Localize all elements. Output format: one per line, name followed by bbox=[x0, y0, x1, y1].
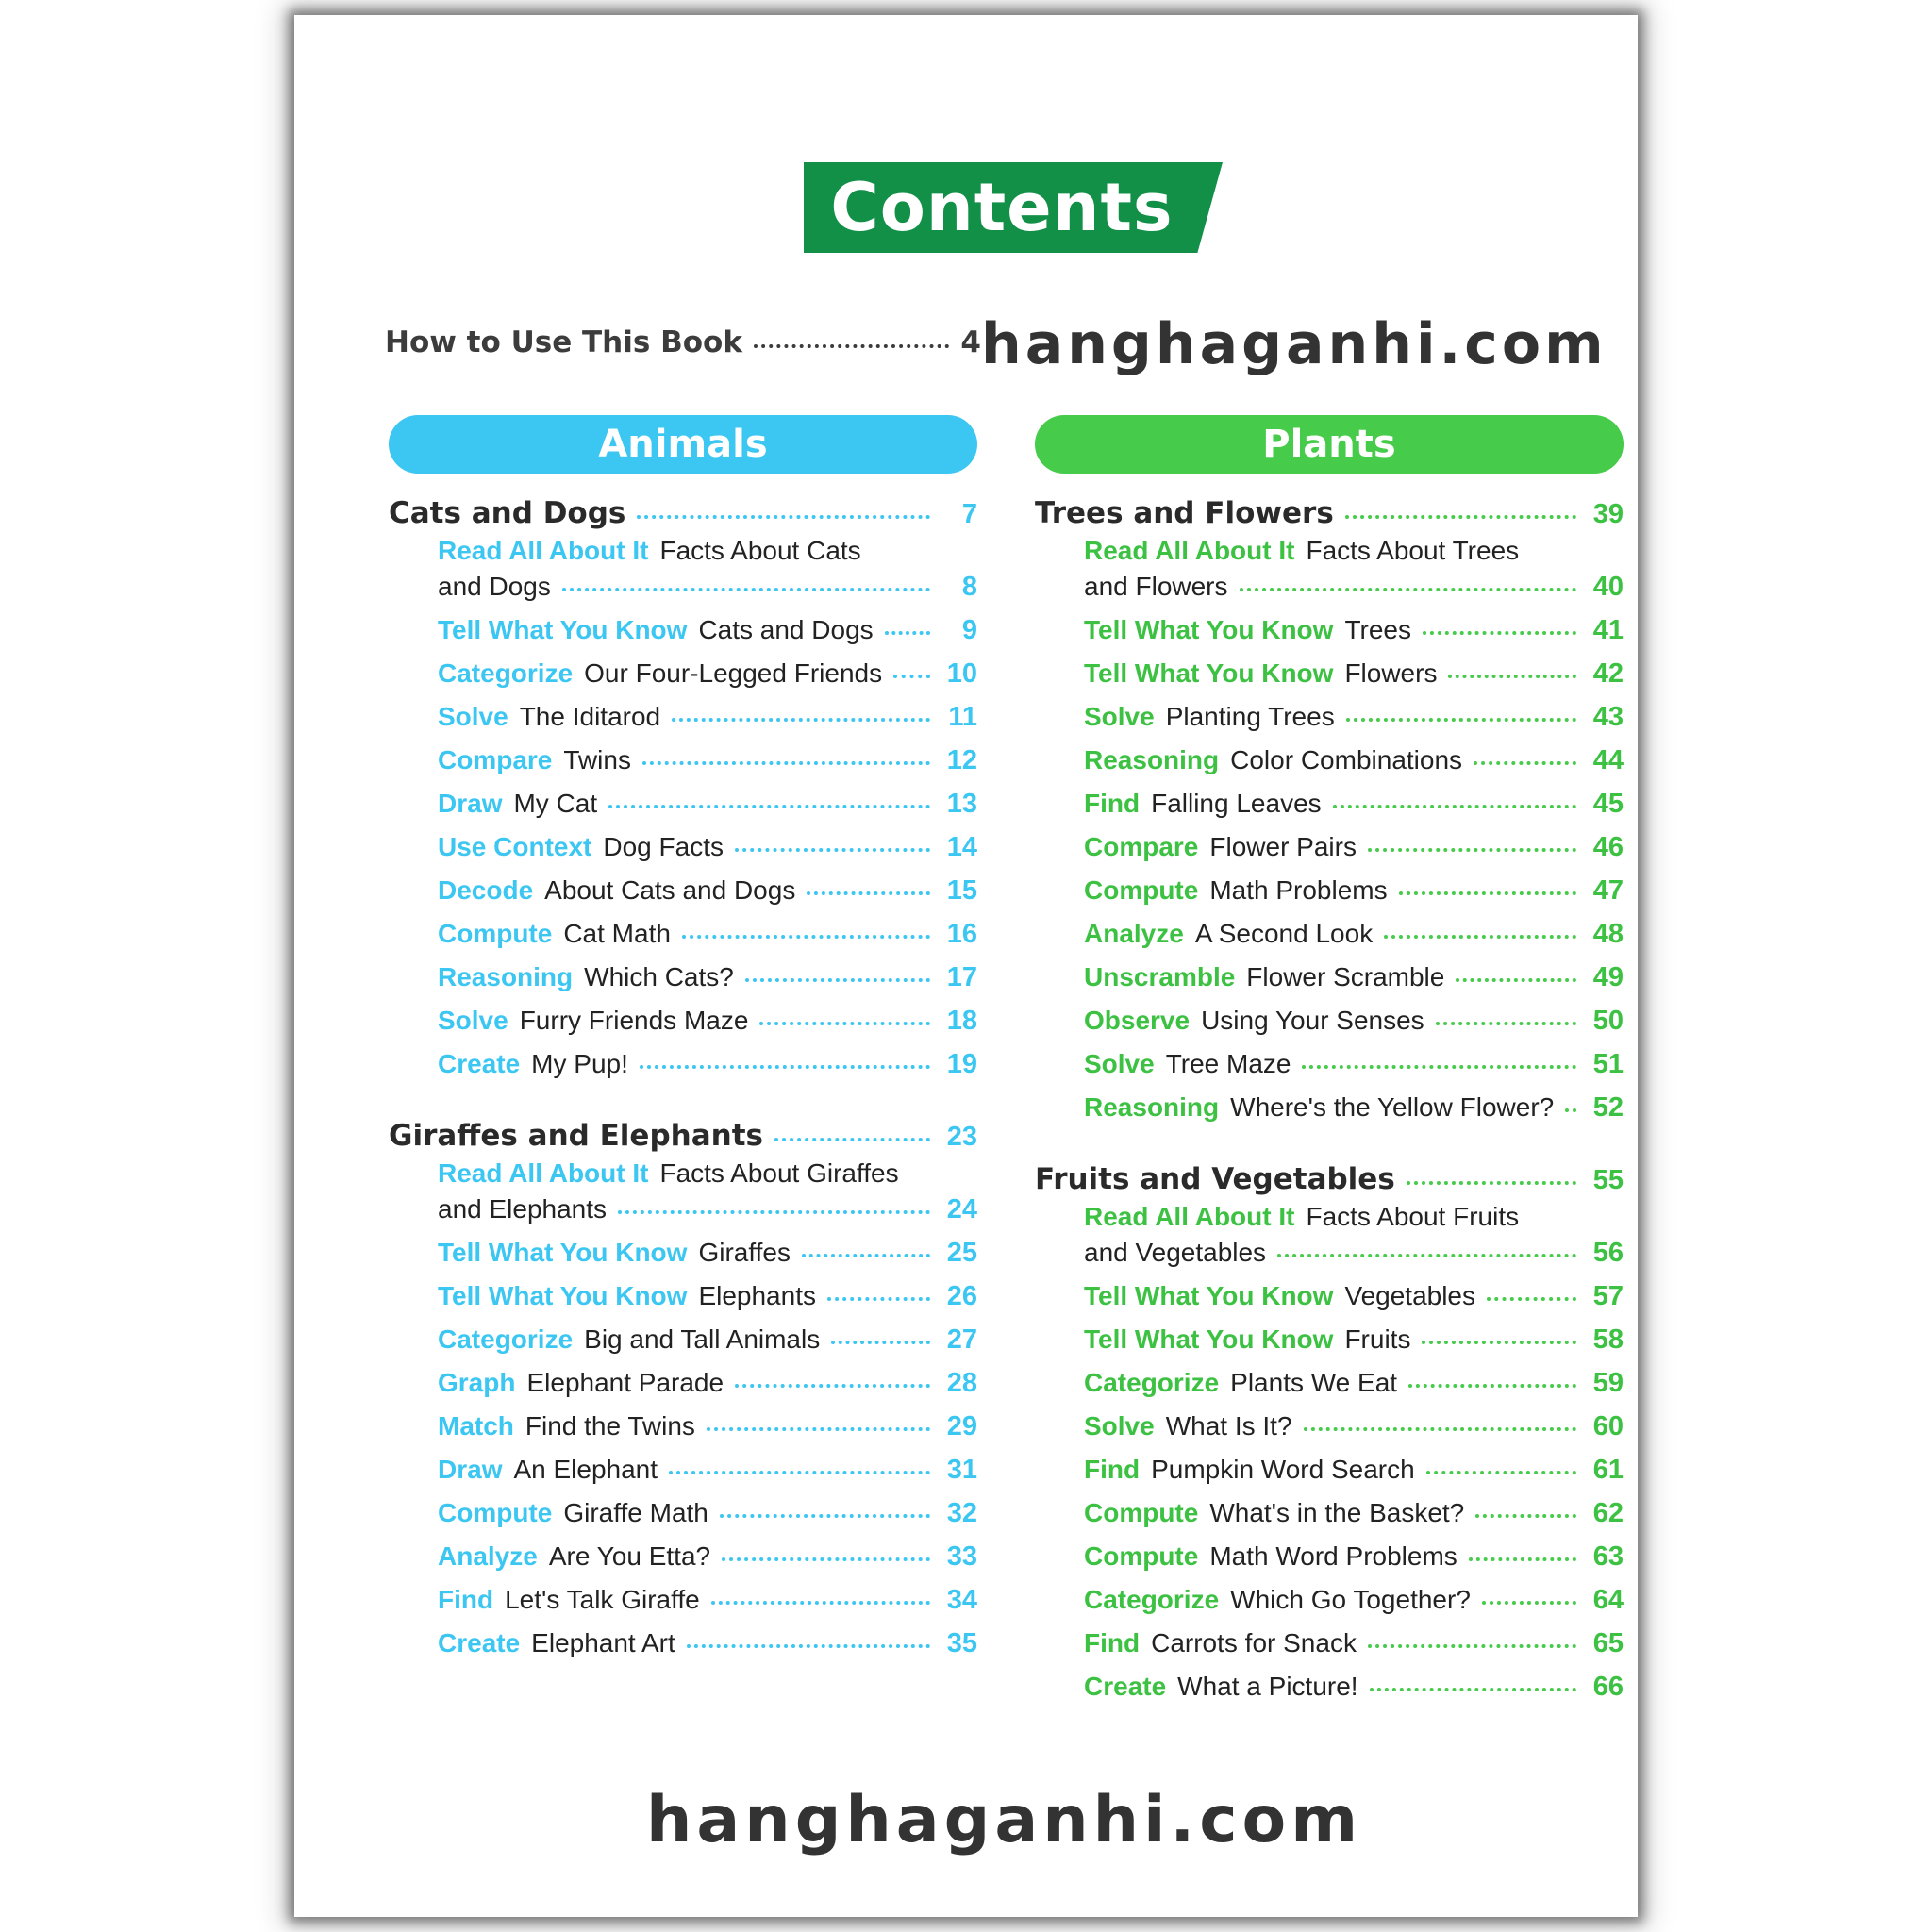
skill-label: Tell What You Know bbox=[1084, 1324, 1334, 1354]
toc-entry bbox=[438, 1158, 977, 1238]
page-number: 27 bbox=[946, 1324, 977, 1355]
page-number: 16 bbox=[946, 919, 977, 949]
leader-dots bbox=[642, 756, 930, 765]
leader-dots bbox=[722, 1552, 930, 1561]
entry-title: Dog Facts bbox=[603, 832, 724, 861]
page-number: 59 bbox=[1592, 1368, 1624, 1398]
toc-entry bbox=[438, 1455, 977, 1498]
entry-title: Elephant Parade bbox=[526, 1368, 724, 1397]
toc-entry bbox=[1084, 919, 1624, 962]
leader-dots bbox=[1474, 756, 1576, 765]
toc-entry bbox=[1084, 745, 1624, 789]
how-to-use-row bbox=[385, 325, 981, 367]
page-number: 33 bbox=[946, 1541, 977, 1572]
leader-dots bbox=[711, 1595, 930, 1605]
entry-title: Color Combinations bbox=[1230, 745, 1463, 774]
leader-dots bbox=[1407, 1175, 1576, 1185]
skill-label: Reasoning bbox=[438, 962, 574, 991]
entry-title: Which Go Together? bbox=[1230, 1585, 1471, 1614]
leader-dots bbox=[720, 1508, 930, 1518]
page-number: 66 bbox=[1592, 1672, 1624, 1702]
topic-giraffes-elephants bbox=[389, 1119, 977, 1158]
leader-dots bbox=[682, 929, 930, 939]
leader-dots bbox=[608, 799, 930, 808]
entry-title: Elephant Art bbox=[531, 1628, 675, 1657]
entry-title: The Iditarod bbox=[519, 702, 661, 731]
page-number: 47 bbox=[1592, 875, 1624, 906]
leader-dots bbox=[1436, 1016, 1576, 1025]
page-number: 46 bbox=[1592, 832, 1624, 862]
page-number: 9 bbox=[961, 615, 977, 645]
toc-entry bbox=[438, 875, 977, 919]
page-number: 24 bbox=[946, 1194, 977, 1224]
page-number: 35 bbox=[946, 1628, 977, 1658]
leader-dots bbox=[745, 973, 930, 982]
page-number: 63 bbox=[1592, 1541, 1624, 1572]
entry-title: Which Cats? bbox=[584, 962, 734, 991]
skill-label: Reasoning bbox=[1084, 1092, 1220, 1122]
toc-entry bbox=[438, 1281, 977, 1324]
entry-title: Facts About Trees bbox=[1306, 536, 1520, 565]
toc-entry bbox=[438, 962, 977, 1006]
page-number: 41 bbox=[1592, 615, 1624, 645]
leader-dots bbox=[1302, 1059, 1576, 1069]
toc-entry bbox=[1084, 615, 1624, 658]
entry-title: A Second Look bbox=[1194, 919, 1374, 948]
skill-label: Compute bbox=[1084, 875, 1199, 905]
toc-entry bbox=[1084, 1628, 1624, 1672]
toc-entry bbox=[438, 658, 977, 702]
plants-column bbox=[1035, 415, 1624, 1715]
toc-entry bbox=[1084, 832, 1624, 875]
leader-dots bbox=[735, 842, 930, 852]
skill-label: Read All About It bbox=[1084, 536, 1295, 565]
entry-title: What a Picture! bbox=[1177, 1672, 1358, 1701]
skill-label: Compute bbox=[1084, 1498, 1199, 1527]
skill-label: Categorize bbox=[438, 1324, 574, 1354]
toc-entry bbox=[438, 1498, 977, 1541]
entry-title: Flowers bbox=[1344, 658, 1438, 688]
page-number: 55 bbox=[1592, 1165, 1624, 1195]
page-number: 23 bbox=[946, 1122, 977, 1152]
skill-label: Analyze bbox=[438, 1541, 538, 1571]
skill-label: Solve bbox=[1084, 1411, 1155, 1441]
skill-label: Categorize bbox=[1084, 1585, 1220, 1614]
entry-title-cont: and Dogs bbox=[438, 572, 551, 601]
skill-label: Solve bbox=[1084, 702, 1155, 731]
entry-title: Cats and Dogs bbox=[698, 615, 874, 644]
toc-entry bbox=[1084, 1498, 1624, 1541]
leader-dots bbox=[640, 1059, 930, 1069]
entry-title: Giraffes bbox=[698, 1238, 791, 1267]
page-number: 58 bbox=[1592, 1324, 1624, 1355]
page-number: 8 bbox=[961, 572, 977, 602]
entry-title: Facts About Cats bbox=[659, 536, 861, 565]
skill-label: Categorize bbox=[438, 658, 574, 688]
toc-entry bbox=[438, 745, 977, 789]
leader-dots bbox=[1475, 1508, 1576, 1518]
entry-title: Falling Leaves bbox=[1151, 789, 1322, 818]
leader-dots bbox=[1565, 1103, 1576, 1112]
skill-label: Graph bbox=[438, 1368, 516, 1397]
leader-dots bbox=[672, 712, 930, 722]
page-number: 28 bbox=[946, 1368, 977, 1398]
toc-entry bbox=[438, 1324, 977, 1368]
toc-entry bbox=[1084, 1541, 1624, 1585]
entry-title: Where's the Yellow Flower? bbox=[1230, 1092, 1555, 1122]
skill-label: Read All About It bbox=[438, 1158, 649, 1188]
skill-label: Decode bbox=[438, 875, 534, 905]
toc-entry bbox=[1084, 789, 1624, 832]
leader-dots bbox=[1469, 1552, 1576, 1561]
page-number: 25 bbox=[946, 1238, 977, 1268]
page-number: 19 bbox=[946, 1049, 977, 1079]
page-number: 64 bbox=[1592, 1585, 1624, 1615]
skill-label: Draw bbox=[438, 789, 503, 818]
entry-title: Math Problems bbox=[1209, 875, 1388, 905]
toc-entry bbox=[438, 1049, 977, 1092]
page-number: 18 bbox=[946, 1006, 977, 1036]
entry-title: Flower Pairs bbox=[1209, 832, 1357, 861]
skill-label: Categorize bbox=[1084, 1368, 1220, 1397]
page-number: 10 bbox=[946, 658, 977, 689]
skill-label: Compute bbox=[1084, 1541, 1199, 1571]
toc-entry bbox=[438, 1541, 977, 1585]
leader-dots bbox=[1304, 1422, 1576, 1431]
leader-dots bbox=[774, 1132, 930, 1141]
page-number: 15 bbox=[946, 875, 977, 906]
entry-title: An Elephant bbox=[513, 1455, 658, 1484]
page-number: 39 bbox=[1592, 499, 1624, 529]
leader-dots bbox=[1456, 973, 1576, 982]
entry-title: Our Four-Legged Friends bbox=[584, 658, 883, 688]
skill-label: Solve bbox=[1084, 1049, 1155, 1078]
leader-dots bbox=[807, 886, 930, 895]
page-number: 65 bbox=[1592, 1628, 1624, 1658]
entry-title: What Is It? bbox=[1165, 1411, 1292, 1441]
entry-title-cont: and Vegetables bbox=[1084, 1238, 1267, 1267]
entry-title: Are You Etta? bbox=[548, 1541, 711, 1571]
toc-entry bbox=[438, 615, 977, 658]
entry-title-cont: and Elephants bbox=[438, 1194, 608, 1224]
leader-dots bbox=[885, 625, 930, 635]
leader-dots bbox=[1240, 582, 1576, 591]
contents-title: Contents bbox=[830, 169, 1174, 246]
skill-label: Tell What You Know bbox=[1084, 1281, 1334, 1310]
entry-title: Plants We Eat bbox=[1230, 1368, 1398, 1397]
leader-dots bbox=[735, 1378, 930, 1388]
entry-title: Trees bbox=[1344, 615, 1411, 644]
topic-title: Giraffes and Elephants bbox=[389, 1119, 763, 1153]
page-number: 42 bbox=[1592, 658, 1624, 689]
leader-dots bbox=[893, 669, 930, 678]
topic-trees-flowers bbox=[1035, 496, 1624, 536]
leader-dots bbox=[831, 1335, 930, 1344]
topic-title: Trees and Flowers bbox=[1035, 496, 1334, 530]
leader-dots bbox=[1370, 1682, 1576, 1691]
toc-entry bbox=[438, 1006, 977, 1049]
leader-dots bbox=[759, 1016, 930, 1025]
skill-label: Analyze bbox=[1084, 919, 1184, 948]
toc-entry bbox=[438, 789, 977, 832]
skill-label: Tell What You Know bbox=[438, 1238, 688, 1267]
skill-label: Observe bbox=[1084, 1006, 1191, 1035]
skill-label: Read All About It bbox=[1084, 1202, 1295, 1231]
toc-entry bbox=[1084, 1672, 1624, 1715]
toc-entry bbox=[1084, 1324, 1624, 1368]
leader-dots bbox=[1384, 929, 1576, 939]
leader-dots bbox=[1345, 509, 1576, 519]
skill-label: Reasoning bbox=[1084, 745, 1220, 774]
skill-label: Tell What You Know bbox=[438, 615, 688, 644]
toc-entry bbox=[438, 832, 977, 875]
skill-label: Match bbox=[438, 1411, 514, 1441]
toc-entry bbox=[438, 1628, 977, 1672]
entry-title: Flower Scramble bbox=[1246, 962, 1445, 991]
toc-entry bbox=[438, 536, 977, 615]
page-number: 7 bbox=[961, 499, 977, 529]
entry-title: Furry Friends Maze bbox=[519, 1006, 749, 1035]
toc-entry bbox=[438, 1368, 977, 1411]
entry-title: What's in the Basket? bbox=[1209, 1498, 1465, 1527]
page-number: 26 bbox=[946, 1281, 977, 1311]
entry-title: Using Your Senses bbox=[1201, 1006, 1424, 1035]
toc-entry bbox=[1084, 1049, 1624, 1092]
entry-title: About Cats and Dogs bbox=[544, 875, 796, 905]
toc-entry bbox=[1084, 1281, 1624, 1324]
leader-dots bbox=[669, 1465, 930, 1474]
page-number: 60 bbox=[1592, 1411, 1624, 1441]
page-number: 52 bbox=[1592, 1092, 1624, 1123]
page-number: 50 bbox=[1592, 1006, 1624, 1036]
toc-entry bbox=[1084, 875, 1624, 919]
animals-column bbox=[389, 415, 977, 1672]
page-number: 61 bbox=[1592, 1455, 1624, 1485]
topic-cats-dogs bbox=[389, 496, 977, 536]
entry-title: Math Word Problems bbox=[1209, 1541, 1457, 1571]
toc-entry bbox=[1084, 658, 1624, 702]
leader-dots bbox=[1426, 1465, 1576, 1474]
entry-title: Cat Math bbox=[563, 919, 671, 948]
page-number: 49 bbox=[1592, 962, 1624, 992]
page-number: 34 bbox=[946, 1585, 977, 1615]
page-number: 56 bbox=[1592, 1238, 1624, 1268]
skill-label: Find bbox=[1084, 1628, 1141, 1657]
leader-dots bbox=[827, 1291, 930, 1301]
page-number: 48 bbox=[1592, 919, 1624, 949]
leader-dots bbox=[1448, 669, 1576, 678]
leader-dots bbox=[1277, 1248, 1576, 1257]
skill-label: Compute bbox=[438, 1498, 553, 1527]
leader-dots bbox=[1368, 1639, 1576, 1648]
entry-title: Giraffe Math bbox=[563, 1498, 708, 1527]
page-number: 12 bbox=[946, 745, 977, 775]
how-to-use-page: 4 bbox=[960, 325, 981, 359]
entry-title: Find the Twins bbox=[525, 1411, 695, 1441]
page-number: 57 bbox=[1592, 1281, 1624, 1311]
leader-dots bbox=[754, 339, 949, 348]
leader-dots bbox=[1399, 886, 1576, 895]
leader-dots bbox=[687, 1639, 930, 1648]
page-number: 43 bbox=[1592, 702, 1624, 732]
page-number: 14 bbox=[946, 832, 977, 862]
skill-label: Create bbox=[438, 1628, 521, 1657]
entry-title: Let's Talk Giraffe bbox=[505, 1585, 700, 1614]
page-number: 44 bbox=[1592, 745, 1624, 775]
page-number: 32 bbox=[946, 1498, 977, 1528]
leader-dots bbox=[1422, 1335, 1576, 1344]
toc-entry bbox=[438, 702, 977, 745]
page-number: 45 bbox=[1592, 789, 1624, 819]
skill-label: Solve bbox=[438, 1006, 508, 1035]
skill-label: Compute bbox=[438, 919, 553, 948]
toc-entry bbox=[1084, 1585, 1624, 1628]
skill-label: Tell What You Know bbox=[1084, 615, 1334, 644]
toc-entry bbox=[438, 1585, 977, 1628]
watermark-bottom: hanghaganhi.com bbox=[646, 1783, 1363, 1857]
entry-title: Tree Maze bbox=[1165, 1049, 1291, 1078]
skill-label: Create bbox=[1084, 1672, 1167, 1701]
page-number: 29 bbox=[946, 1411, 977, 1441]
entry-title: Twins bbox=[563, 745, 631, 774]
leader-dots bbox=[1482, 1595, 1576, 1605]
entry-title: Pumpkin Word Search bbox=[1151, 1455, 1415, 1484]
watermark-top: hanghaganhi.com bbox=[981, 311, 1607, 377]
skill-label: Find bbox=[1084, 1455, 1141, 1484]
leader-dots bbox=[1423, 625, 1576, 635]
topic-fruits-vegetables bbox=[1035, 1162, 1624, 1202]
animals-header: Animals bbox=[389, 415, 977, 474]
toc-entry bbox=[1084, 1368, 1624, 1411]
page-number: 51 bbox=[1592, 1049, 1624, 1079]
leader-dots bbox=[1408, 1378, 1576, 1388]
toc-entry bbox=[1084, 962, 1624, 1006]
skill-label: Create bbox=[438, 1049, 521, 1078]
skill-label: Compare bbox=[438, 745, 553, 774]
toc-entry bbox=[1084, 536, 1624, 615]
topic-title: Fruits and Vegetables bbox=[1035, 1162, 1395, 1196]
toc-entry bbox=[1084, 1006, 1624, 1049]
page-number: 17 bbox=[946, 962, 977, 992]
entry-title: Vegetables bbox=[1344, 1281, 1476, 1310]
leader-dots bbox=[802, 1248, 930, 1257]
toc-entry bbox=[438, 1238, 977, 1281]
entry-title: Big and Tall Animals bbox=[584, 1324, 821, 1354]
leader-dots bbox=[1487, 1291, 1576, 1301]
page-number: 11 bbox=[948, 702, 977, 732]
leader-dots bbox=[1346, 712, 1576, 722]
toc-entry bbox=[438, 1411, 977, 1455]
skill-label: Tell What You Know bbox=[438, 1281, 688, 1310]
toc-entry bbox=[438, 919, 977, 962]
entry-title: Elephants bbox=[698, 1281, 816, 1310]
toc-entry bbox=[1084, 1411, 1624, 1455]
how-to-use-label: How to Use This Book bbox=[385, 325, 742, 359]
entry-title: Facts About Giraffes bbox=[659, 1158, 899, 1188]
entry-title: My Pup! bbox=[531, 1049, 628, 1078]
entry-title: Carrots for Snack bbox=[1151, 1628, 1357, 1657]
leader-dots bbox=[707, 1422, 930, 1431]
skill-label: Draw bbox=[438, 1455, 503, 1484]
skill-label: Use Context bbox=[438, 832, 592, 861]
skill-label: Unscramble bbox=[1084, 962, 1236, 991]
page-number: 40 bbox=[1592, 572, 1624, 602]
toc-entry bbox=[1084, 1202, 1624, 1281]
page-number: 13 bbox=[946, 789, 977, 819]
leader-dots bbox=[1368, 842, 1576, 852]
toc-entry bbox=[1084, 1092, 1624, 1136]
skill-label: Find bbox=[438, 1585, 494, 1614]
entry-title: Facts About Fruits bbox=[1306, 1202, 1520, 1231]
skill-label: Tell What You Know bbox=[1084, 658, 1334, 688]
leader-dots bbox=[1333, 799, 1576, 808]
entry-title: My Cat bbox=[513, 789, 598, 818]
entry-title-cont: and Flowers bbox=[1084, 572, 1228, 601]
toc-entry bbox=[1084, 1455, 1624, 1498]
skill-label: Compare bbox=[1084, 832, 1199, 861]
skill-label: Read All About It bbox=[438, 536, 649, 565]
skill-label: Solve bbox=[438, 702, 508, 731]
leader-dots bbox=[618, 1205, 930, 1214]
entry-title: Planting Trees bbox=[1165, 702, 1335, 731]
entry-title: Fruits bbox=[1344, 1324, 1411, 1354]
page-number: 31 bbox=[946, 1455, 977, 1485]
leader-dots bbox=[562, 582, 930, 591]
leader-dots bbox=[637, 509, 930, 519]
toc-entry bbox=[1084, 702, 1624, 745]
topic-title: Cats and Dogs bbox=[389, 496, 626, 530]
skill-label: Find bbox=[1084, 789, 1141, 818]
page-number: 62 bbox=[1592, 1498, 1624, 1528]
plants-header: Plants bbox=[1035, 415, 1624, 474]
